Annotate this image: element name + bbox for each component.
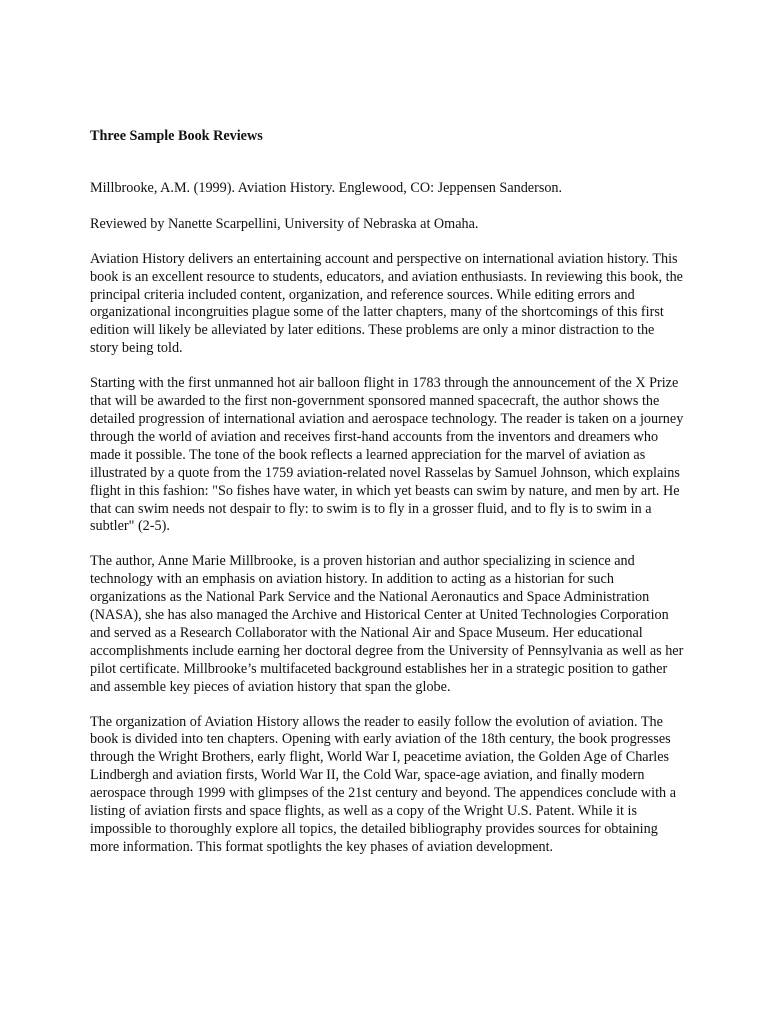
review-paragraph-2: Starting with the first unmanned hot air balloon flight in 1783 through the announcement of the X Prize that will be awarded to the first non-government sponsored manned spacecraft, the author shows the detailed progression of international aviation and aerospace technology. The reader is taken on a journey through the world of aviation and receives first-hand accounts from the inventors and dreamers who made it possible. The tone of the book reflects a learned appreciation for the marvel of aviation as illustrated by a quote from the 1759 aviation-related novel Rasselas by Samuel Johnson, which explains flight in this fashion: "So fishes have water, in which yet beasts can swim by nature, and men by art. He that can swim needs not despair to fly: to swim is to fly in a grosser fluid, and to fly is to swim in a subtler" (2-5).	[90, 375, 684, 535]
book-citation: Millbrooke, A.M. (1999). Aviation History. Englewood, CO: Jeppensen Sanderson.	[90, 179, 563, 196]
review-paragraph-4: The organization of Aviation History allows the reader to easily follow the evolution of aviation. The book is divided into ten chapters. Opening with early aviation of the 18th century, the book progresses through the Wright Brothers, early flight, World War I, peacetime aviation, the Golden Age of Charles Lindbergh and aviation firsts, World War II, the Cold War, space-age aviation, and finally modern aerospace through 1999 with glimpses of the 21st century and beyond. The appendices conclude with a listing of aviation firsts and space flights, as well as a copy of the Wright U.S. Patent. While it is impossible to thoroughly explore all topics, the detailed bibliography provides sources for obtaining more information. This format spotlights the key phases of aviation development.	[90, 713, 676, 855]
review-paragraph-1: Aviation History delivers an entertaining account and perspective on international aviation history. This book is an excellent resource to students, educators, and aviation enthusiasts. In reviewing this book, the principal criteria included content, organization, and reference sources. While editing errors and organizational incongruities plague some of the latter chapters, many of the shortcomings of this first edition will likely be alleviated by later editions. These problems are only a minor distraction to the story being told.	[90, 250, 683, 357]
document-title: Three Sample Book Reviews	[90, 128, 263, 144]
reviewer-line: Reviewed by Nanette Scarpellini, University of Nebraska at Omaha.	[90, 215, 479, 232]
review-paragraph-3: The author, Anne Marie Millbrooke, is a proven historian and author specializing in science and technology with an emphasis on aviation history. In addition to acting as a historian for such organizations as the National Park Service and the National Aeronautics and Space Administration (NASA), she has also managed the Archive and Historical Center at United Technologies Corporation and served as a Research Collaborator with the National Air and Space Museum. Her educational accomplishments include earning her doctoral degree from the University of Pennsylvania as well as her pilot certificate. Millbrooke’s multifaceted background establishes her in a strategic position to gather and assemble key pieces of aviation history that span the globe.	[90, 553, 684, 695]
document-page	[90, 128, 686, 874]
